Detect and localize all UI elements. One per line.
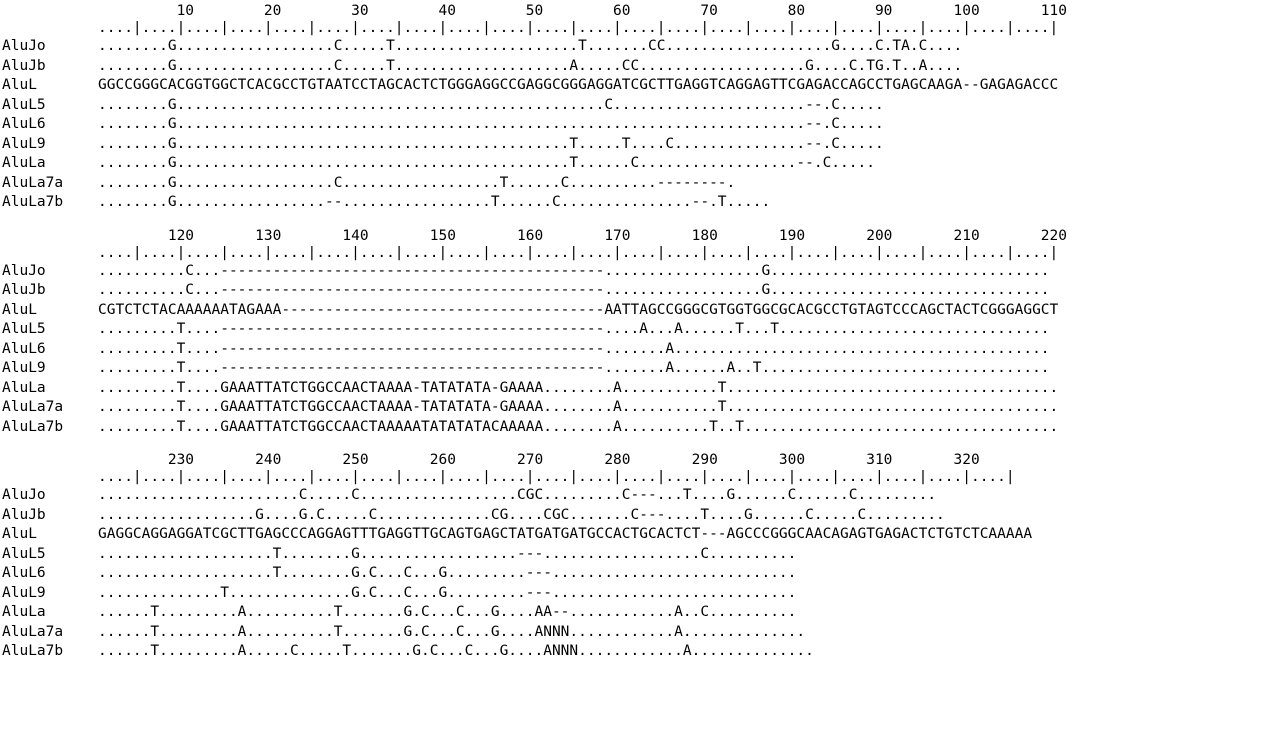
ruler-ticks-row (0, 245, 1280, 262)
sequence-name: AluLa7b (2, 418, 64, 435)
sequence-name: AluLa (2, 155, 46, 171)
sequence-name: AluJo (2, 487, 46, 503)
sequence-residues: ..............T..............G.C...C...G.........---............................ (98, 584, 797, 601)
sequence-row (0, 506, 1280, 526)
sequence-residues: ....................T........G.C...C...G.........---............................ (98, 565, 797, 581)
sequence-name: AluL9 (2, 360, 46, 376)
sequence-residues: ..................G....G.C.....C.............CG....CGC.......C---....T....G......C.....C......... (98, 506, 945, 523)
sequence-row (0, 486, 1280, 506)
sequence-name: AluL6 (2, 116, 46, 132)
sequence-name: AluL6 (2, 565, 46, 581)
ruler-numbers: 10 20 30 40 50 60 70 80 90 100 110 (98, 3, 1068, 19)
sequence-residues: .........T....GAAATTATCTGGCCAACTAAAA-TATATATA-GAAAA........A...........T...................................... (98, 379, 1059, 396)
sequence-name: AluJo (2, 38, 46, 54)
sequence-residues: ....................T........G..................---..................C.......... (98, 545, 797, 562)
ruler-numbers-row (0, 451, 1280, 469)
sequence-row (0, 135, 1280, 155)
sequence-name: AluL9 (2, 584, 46, 601)
sequence-row (0, 262, 1280, 282)
sequence-row (0, 76, 1280, 96)
sequence-row (0, 359, 1280, 379)
alignment-block (0, 227, 1280, 438)
sequence-name: AluLa7a (2, 623, 64, 640)
sequence-name: AluJb (2, 506, 46, 523)
sequence-row (0, 96, 1280, 116)
ruler-numbers: 120 130 140 150 160 170 180 190 200 210 220 (98, 227, 1068, 244)
sequence-residues: ........G..................C.....T.....................T.......CC...................G....C.TA.C.... (98, 38, 963, 54)
sequence-name: AluL9 (2, 135, 46, 152)
sequence-name: AluL (2, 77, 37, 93)
sequence-residues: ........G.................--.................T......C...............--.T..... (98, 194, 771, 210)
ruler-numbers: 230 240 250 260 270 280 290 300 310 320 (98, 452, 980, 468)
sequence-residues: ......T.........A.....C.....T.......G.C...C...G....ANNN............A.............. (98, 643, 814, 659)
sequence-row (0, 37, 1280, 57)
sequence-name: AluL6 (2, 340, 46, 357)
sequence-residues: .........T....GAAATTATCTGGCCAACTAAAAATATATATACAAAAA........A..........T..T.................................... (98, 418, 1059, 435)
sequence-row (0, 301, 1280, 321)
sequence-name: AluLa7a (2, 174, 64, 191)
sequence-row (0, 564, 1280, 584)
sequence-residues: ......T.........A..........T.......G.C...C...G....ANNN............A.............. (98, 623, 806, 640)
sequence-residues: ........G..................C..................T......C..........--------. (98, 174, 736, 191)
sequence-name: AluLa7b (2, 194, 64, 210)
sequence-residues: ..........C...--------------------------------------------..................G................................ (98, 262, 1050, 279)
sequence-residues: ........G..................C.....T....................A.....CC...................G....C.TG.T..A.... (98, 57, 963, 74)
sequence-residues: .........T....--------------------------------------------....A...A......T...T............................... (98, 321, 1050, 337)
ruler-numbers-row (0, 0, 1280, 20)
sequence-residues: ..........C...--------------------------------------------..................G................................ (98, 282, 1050, 298)
sequence-name: AluJb (2, 57, 46, 74)
sequence-residues: GGCCGGGCACGGTGGCTCACGCCTGTAATCCTAGCACTCTGGGAGGCCGAGGCGGGAGGATCGCTTGAGGTCAGGAGTTCGAGACCAGCCTGAGCAAGA--GAGAGACCC (98, 77, 1059, 93)
sequence-name: AluL (2, 526, 37, 542)
sequence-row (0, 193, 1280, 213)
ruler-ticks: ....|....|....|....|....|....|....|....|....|....|....|....|....|....|....|....|....|....|....|....|....|....| (98, 244, 1059, 261)
ruler-numbers-row (0, 227, 1280, 245)
sequence-row (0, 320, 1280, 340)
sequence-row (0, 154, 1280, 174)
sequence-name: AluLa7b (2, 643, 64, 659)
sequence-row (0, 174, 1280, 194)
sequence-row (0, 379, 1280, 399)
sequence-row (0, 281, 1280, 301)
sequence-residues: ........G.................................................C......................--.C..... (98, 96, 884, 113)
ruler-ticks: ....|....|....|....|....|....|....|....|....|....|....|....|....|....|....|....|....|....|....|....|....|....| (98, 20, 1059, 36)
sequence-residues: CGTCTCTACAAAAAATAGAAA-------------------------------------AATTAGCCGGGCGTGGTGGCGCACGCCTGTAGTCCCAGCTACTCGGGAGGCT (98, 301, 1059, 318)
sequence-row (0, 398, 1280, 418)
ruler-ticks-row (0, 469, 1280, 486)
sequence-residues: GAGGCAGGAGGATCGCTTGAGCCCAGGAGTTTGAGGTTGCAGTGAGCTATGATGATGCCACTGCACTCT---AGCCCGGGCAACAGAGTGAGACTCTGTCTCAAAAA (98, 526, 1033, 542)
sequence-residues: ........G.............................................T......C..................--.C..... (98, 155, 875, 171)
sequence-residues: .......................C.....C..................CGC.........C---...T....G......C......C......... (98, 487, 937, 503)
sequence-row (0, 525, 1280, 545)
sequence-row (0, 545, 1280, 565)
sequence-row (0, 340, 1280, 360)
sequence-name: AluL5 (2, 321, 46, 337)
sequence-name: AluLa (2, 379, 46, 396)
sequence-residues: .........T....--------------------------------------------.......A........................................... (98, 340, 1050, 357)
sequence-name: AluLa (2, 604, 46, 620)
alignment-block (0, 451, 1280, 662)
sequence-name: AluL5 (2, 545, 46, 562)
ruler-ticks-row (0, 20, 1280, 37)
sequence-name: AluL5 (2, 96, 46, 113)
sequence-row (0, 603, 1280, 623)
sequence-name: AluL (2, 301, 37, 318)
sequence-residues: .........T....GAAATTATCTGGCCAACTAAAA-TATATATA-GAAAA........A...........T...................................... (98, 399, 1059, 415)
sequence-row (0, 623, 1280, 643)
sequence-residues: ........G........................................................................--.C..... (98, 116, 884, 132)
alignment-block (0, 0, 1280, 213)
sequence-row (0, 418, 1280, 438)
sequence-row (0, 115, 1280, 135)
ruler-ticks: ....|....|....|....|....|....|....|....|....|....|....|....|....|....|....|....|....|....|....|....|....| (98, 469, 1015, 485)
sequence-residues: ......T.........A..........T.......G.C...C...G....AA--............A..C.......... (98, 604, 797, 620)
sequence-residues: .........T....--------------------------------------------.......A......A..T................................. (98, 360, 1050, 376)
sequence-name: AluLa7a (2, 399, 64, 415)
sequence-name: AluJo (2, 262, 46, 279)
sequence-name: AluJb (2, 282, 46, 298)
sequence-row (0, 642, 1280, 662)
sequence-row (0, 584, 1280, 604)
sequence-row (0, 57, 1280, 77)
sequence-residues: ........G.............................................T.....T....C...............--.C..... (98, 135, 884, 152)
